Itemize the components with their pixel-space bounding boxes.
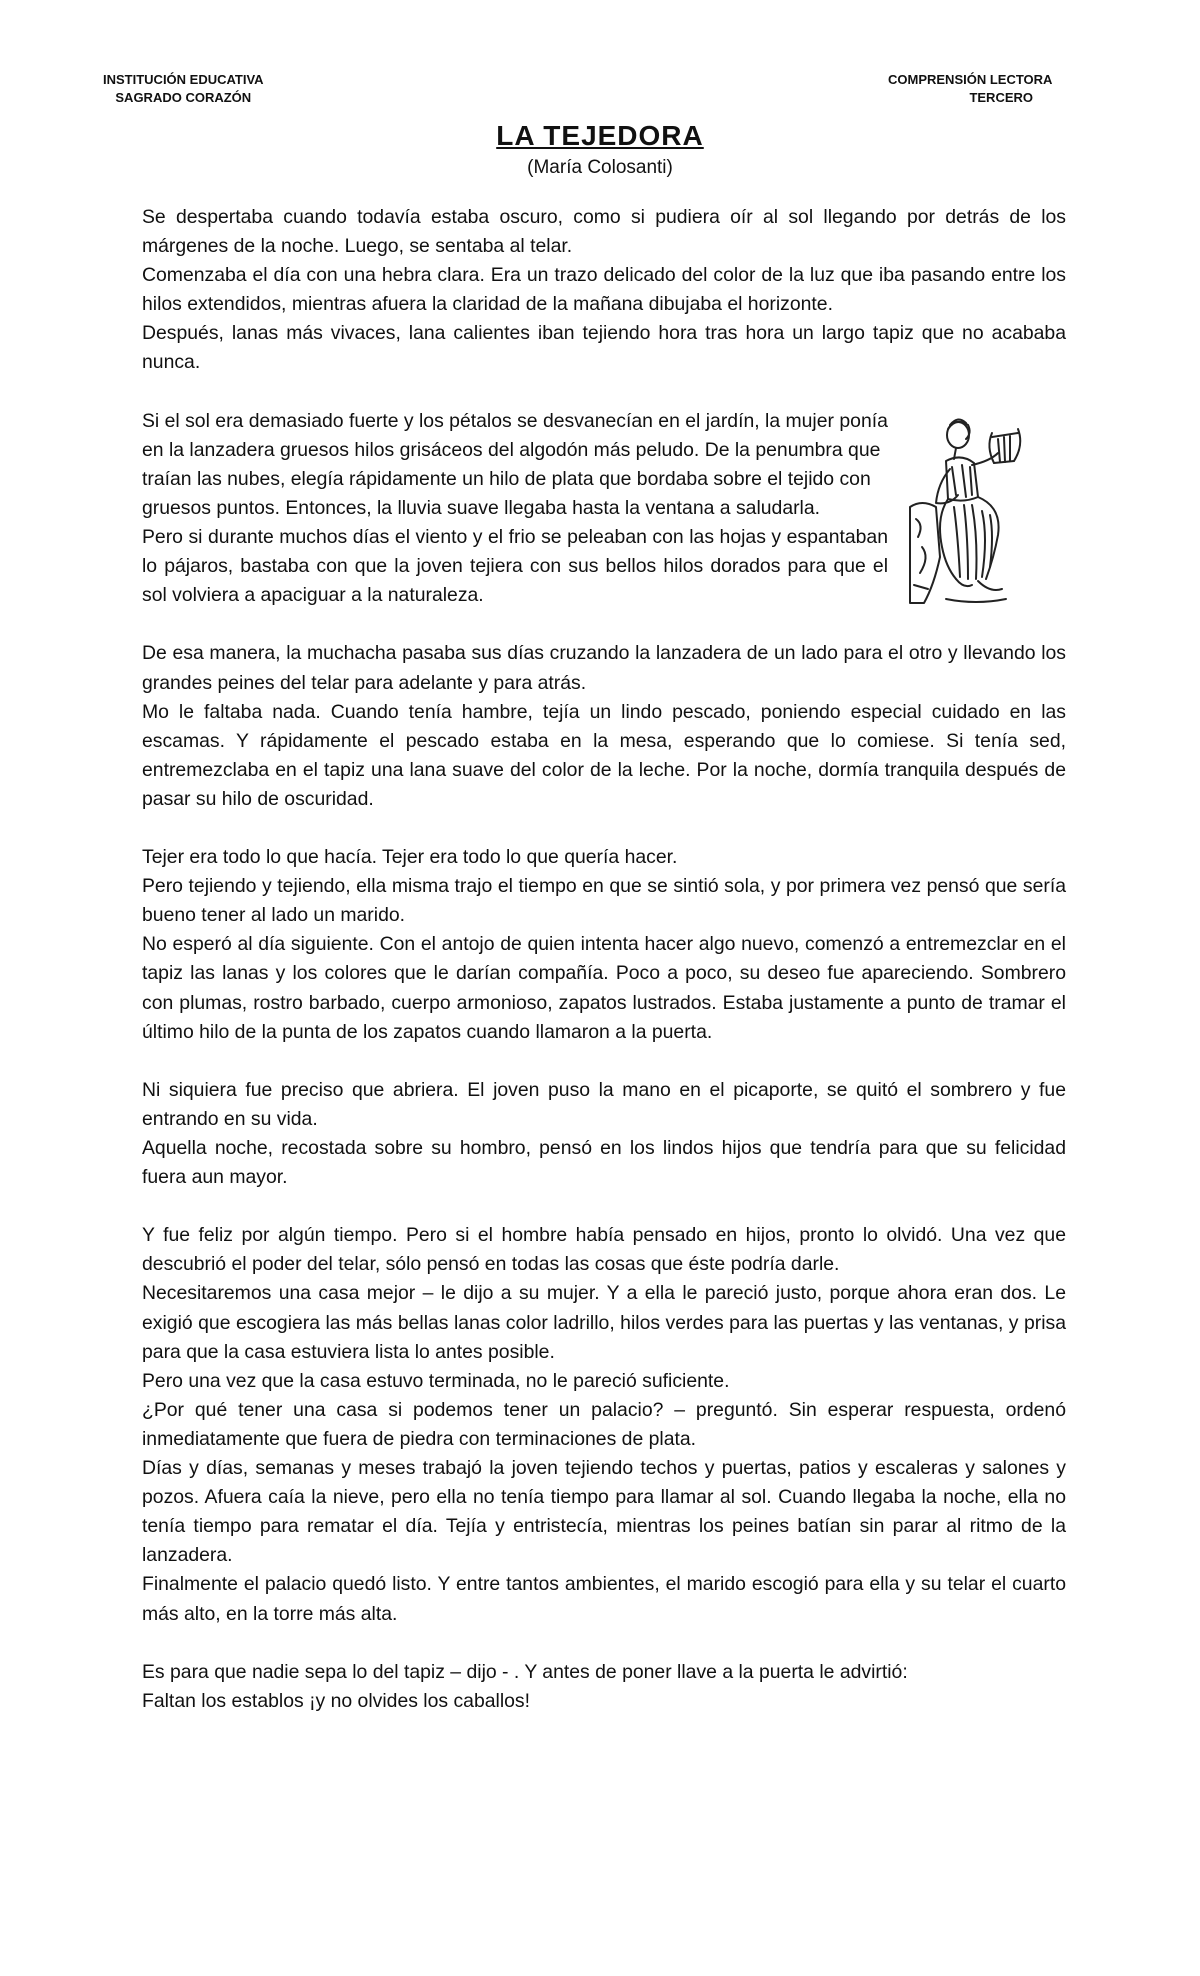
paragraph: Pero si durante muchos días el viento y el frio se peleaban con las hojas y espantaban lo pájaros, bastaba con que la joven tejiera con sus bellos hilos dorados para que el sol volviera a apaciguar a la naturaleza. <box>142 526 888 607</box>
paragraph: Pero tejiendo y tejiendo, ella misma trajo el tiempo en que se sintió sola, y por primera vez pensó que sería bueno tener al lado un marido. <box>142 875 1066 927</box>
school-name-line1: INSTITUCIÓN EDUCATIVA <box>103 72 264 87</box>
paragraph: Días y días, semanas y meses trabajó la joven tejiendo techos y puertas, patios y escaleras y salones y pozos. Afuera caía la nieve, pero ella no tenía tiempo para llamar al sol. Cuando llegaba la noche, ella no tenía tiempo para rematar el día. Tejía y entristecía, mientras los peines batían sin parar al ritmo de la lanzadera. <box>142 1457 1066 1567</box>
subject-header <box>888 71 1052 107</box>
school-name-line2: SAGRADO CORAZÓN <box>115 90 252 105</box>
document-author: (María Colosanti) <box>527 157 673 178</box>
school-header <box>103 71 264 107</box>
paragraph: Después, lanas más vivaces, lana calientes iban tejiendo hora tras hora un largo tapiz que no acababa nunca. <box>142 322 1066 374</box>
lyre-player-icon <box>906 407 1056 607</box>
paragraph: No esperó al día siguiente. Con el antojo de quien intenta hacer algo nuevo, comenzó a entremezclar en el tapiz las lanas y los colores que le darían compañía. Poco a poco, su deseo fue apareciendo. Sombrero con plumas, rostro barbado, cuerpo armonioso, zapatos lustrados. Estaba justamente a punto de tramar el último hilo de la punta de los zapatos cuando llamaron a la puerta. <box>142 933 1066 1043</box>
paragraph: Pero una vez que la casa estuvo terminada, no le pareció suficiente. <box>142 1369 730 1392</box>
paragraph: Necesitaremos una casa mejor – le dijo a su mujer. Y a ella le pareció justo, porque ahora eran dos. Le exigió que escogiera las más bellas lanas color ladrillo, hilos verdes para las puertas y las ventanas, y prisa para que la casa estuviera lista lo antes posible. <box>142 1282 1066 1363</box>
paragraph: Finalmente el palacio quedó listo. Y entre tantos ambientes, el marido escogió para ella y su telar el cuarto más alto, en la torre más alta. <box>142 1573 1066 1625</box>
grade-line: TERCERO <box>969 90 1033 105</box>
woman-with-lyre-illustration <box>906 407 1056 607</box>
paragraph: De esa manera, la muchacha pasaba sus días cruzando la lanzadera de un lado para el otro y llevando los grandes peines del telar para adelante y para atrás. <box>142 642 1066 694</box>
paragraph: Mo le faltaba nada. Cuando tenía hambre, tejía un lindo pescado, poniendo especial cuidado en las escamas. Y rápidamente el pescado estaba en la mesa, esperando que lo comiese. Si tenía sed, entremezclaba en el tapiz una lana suave del color de la leche. Por la noche, dormía tranquila después de pasar su hilo de oscuridad. <box>142 700 1066 810</box>
subject-line: COMPRENSIÓN LECTORA <box>888 72 1053 87</box>
paragraph: Ni siquiera fue preciso que abriera. El joven puso la mano en el picaporte, se quitó el sombrero y fue entrando en su vida. <box>142 1078 1066 1130</box>
paragraph: Se despertaba cuando todavía estaba oscuro, como si pudiera oír al sol llegando por detrás de los márgenes de la noche. Luego, se sentaba al telar. <box>142 206 1066 258</box>
paragraph: Tejer era todo lo que hacía. Tejer era todo lo que quería hacer. <box>142 846 678 869</box>
paragraph: Aquella noche, recostada sobre su hombro, pensó en los lindos hijos que tendría para que su felicidad fuera aun mayor. <box>142 1137 1066 1189</box>
paragraph: Faltan los establos ¡y no olvides los caballos! <box>142 1689 531 1712</box>
document-title: LA TEJEDORA <box>496 120 704 151</box>
paragraph: Si el sol era demasiado fuerte y los pétalos se desvanecían en el jardín, la mujer ponía en la lanzadera gruesos hilos grisáceos del algodón más peludo. De la penumbra que traían las nubes, elegía rápidamente un hilo de plata que bordaba sobre el tejido con gruesos puntos. Entonces, la lluvia suave llegaba hasta la ventana a saludarla. <box>142 409 888 519</box>
paragraph: Y fue feliz por algún tiempo. Pero si el hombre había pensado en hijos, pronto lo olvidó. Una vez que descubrió el poder del telar, sólo pensó en todas las cosas que éste podría darle. <box>142 1224 1066 1276</box>
paragraph: Es para que nadie sepa lo del tapiz – dijo - . Y antes de poner llave a la puerta le advirtió: <box>142 1660 908 1683</box>
paragraph: Comenzaba el día con una hebra clara. Era un trazo delicado del color de la luz que iba pasando entre los hilos extendidos, mientras afuera la claridad de la mañana dibujaba el horizonte. <box>142 264 1066 316</box>
story-body <box>142 203 1066 1716</box>
paragraph: ¿Por qué tener una casa si podemos tener un palacio? – preguntó. Sin esperar respuesta, ordenó inmediatamente que fuera de piedra con terminaciones de plata. <box>142 1398 1066 1450</box>
